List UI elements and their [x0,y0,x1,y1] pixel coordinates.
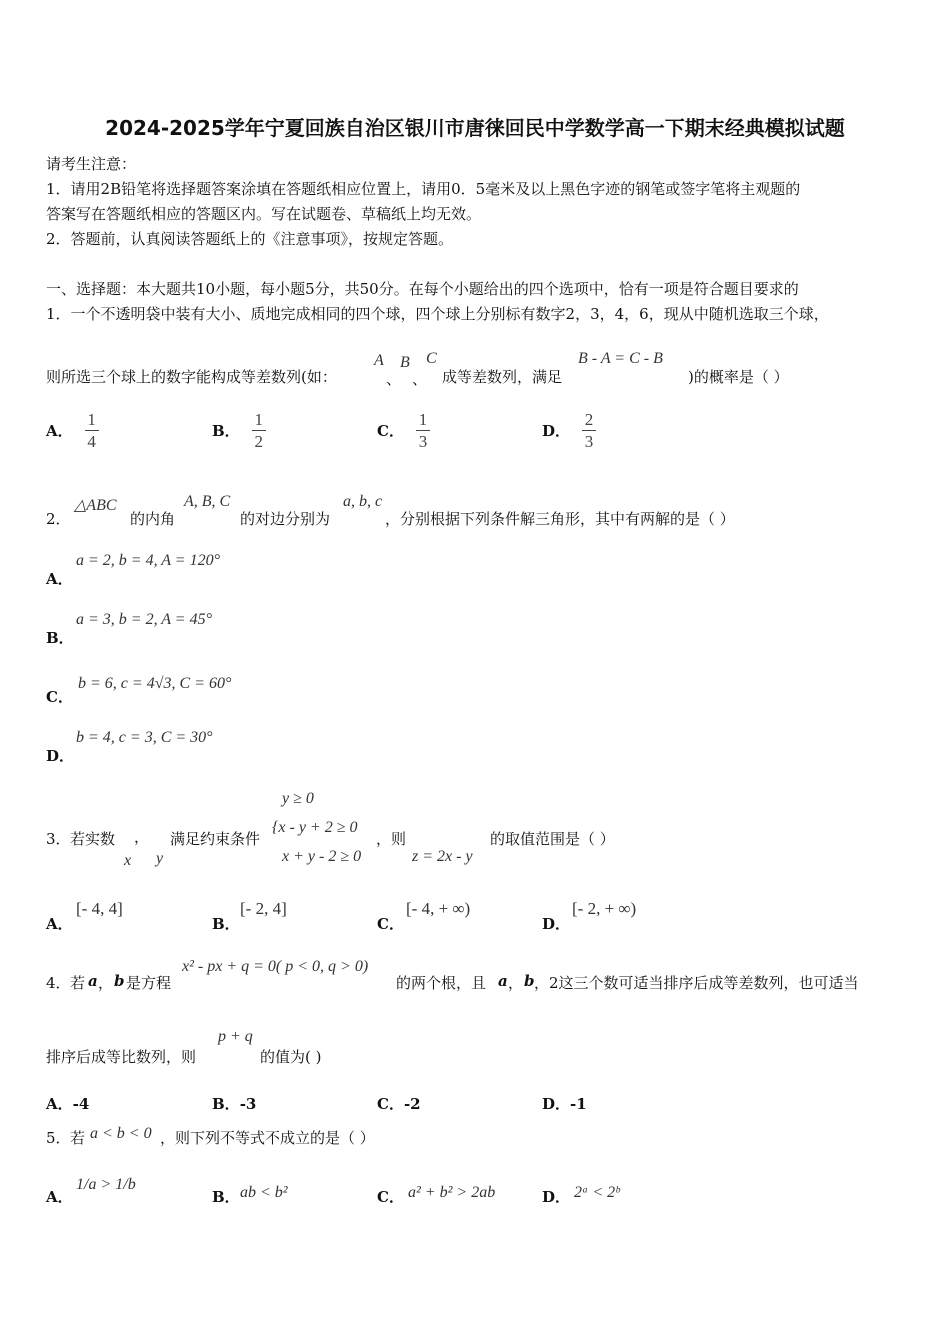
notice-line-2: 2．答题前，认真阅读答题纸上的《注意事项》，按规定答题。 [46,230,454,248]
q4-sep-2: ， [508,974,524,992]
q1-option-d-den: 3 [584,432,594,451]
q1-sep-1: 、 [386,370,402,388]
q4-sep: ， [98,974,114,992]
page-title: 2024-2025学年宁夏回族自治区银川市唐徕回民中学数学高一下期末经典模拟试题 [105,116,845,140]
q5-text-2: ，则下列不等式不成立的是（ ） [160,1129,375,1147]
notice-line-1a: 1．请用2B铅笔将选择题答案涂填在答题纸相应位置上，请用0．5毫米及以上黑色字迹的钢笔或签字笔将主观题的 [46,180,801,198]
q4-text-3: 的两个根，且 [396,974,487,992]
fraction-bar [582,430,596,431]
q3-var-x: x [124,852,132,869]
q5-option-a[interactable]: 1/a > 1/b [76,1176,136,1193]
q4-text-2: 是方程 [126,974,172,992]
q3-number: 3． [46,830,71,848]
q4-option-c-value: -2 [403,1095,421,1113]
q4-option-b[interactable] [212,1093,256,1114]
q4-text-1: 若 [70,974,86,992]
section-heading: 一、选择题：本大题共10小题，每小题5分，共50分。在每个小题给出的四个选项中，恰有一项是符合题目要求的 [46,280,799,298]
q1-option-d-label: D． [542,422,571,440]
q4-pq: p + q [218,1028,253,1045]
q3-objective: z = 2x - y [412,848,473,865]
q4-option-c-label: C． [377,1095,404,1113]
q4-option-b-label: B． [212,1095,240,1113]
q4-option-a-label: A． [46,1095,73,1113]
q1-option-c-num: 1 [418,410,428,429]
q4-option-b-value: -3 [239,1095,257,1113]
q1-ball-b: B [400,354,410,371]
notice-line-1b: 答案写在答题纸相应的答题区内。写在试题卷、草稿纸上均无效。 [46,205,482,223]
q5-option-d-label: D． [542,1188,571,1206]
q5-option-c-label: C． [377,1188,404,1206]
q3-text-2: 满足约束条件 [170,830,261,848]
q2-sides: a, b, c [343,493,383,510]
q5-option-b-label: B． [212,1188,240,1206]
q2-option-a[interactable]: a = 2, b = 4, A = 120° [76,552,220,569]
q1-condition: B - A = C - B [578,350,663,367]
q3-option-b[interactable]: [- 2, 4] [240,899,287,918]
q4-line-2-post: 的值为( ) [260,1048,322,1066]
q1-line-2-post: )的概率是（ ） [688,368,789,386]
q3-text-1: 若实数 [70,830,116,848]
q2-option-c-label: C． [46,688,73,706]
q1-option-b-den: 2 [254,432,263,451]
q3-option-c[interactable]: [- 4, + ∞) [406,899,471,918]
q2-option-a-label: A． [46,570,73,588]
q4-text-4: ，2这三个数可适当排序后成等差数列，也可适当 [534,974,859,992]
q1-line-1: 1．一个不透明袋中装有大小、质地完成相同的四个球，四个球上分别标有数字2，3，4，6，现从中随机选取三个球， [46,305,829,323]
q2-option-c[interactable]: b = 6, c = 4√3, C = 60° [78,675,232,692]
q1-option-b-label: B． [212,422,240,440]
q1-option-a-den: 4 [87,432,96,451]
q2-text-1: 的内角 [130,510,176,528]
q2-option-d-label: D． [46,747,75,765]
q5-condition: a < b < 0 [90,1125,152,1142]
q3-constraint-2: {x - y + 2 ≥ 0 [272,819,358,836]
q2-text-2: 的对边分别为 [240,510,331,528]
q5-option-c[interactable]: a² + b² > 2ab [408,1184,496,1201]
q1-option-c-label: C． [377,422,404,440]
q1-option-c-den: 3 [418,432,428,451]
q2-option-b[interactable]: a = 3, b = 2, A = 45° [76,611,212,628]
q3-comma: ， [134,828,150,846]
q3-option-c-label: C． [377,915,404,933]
q3-option-d[interactable]: [- 2, + ∞) [572,899,637,918]
q1-option-c[interactable] [377,410,430,451]
q1-option-d-fraction [582,410,596,451]
q1-line-2-pre: 则所选三个球上的数字能构成等差数列(如： [46,368,337,386]
q1-sep-2: 、 [412,370,428,388]
q4-option-c[interactable] [377,1093,421,1114]
q3-option-a[interactable]: [- 4, 4] [76,899,123,918]
q3-option-d-label: D． [542,915,571,933]
q1-option-d[interactable] [542,410,596,451]
q5-number: 5． [46,1129,71,1147]
q1-option-a[interactable] [46,410,99,451]
q4-var-a-2: a [498,972,508,990]
q2-angles: A, B, C [184,493,231,510]
q4-equation: x² - px + q = 0( p < 0, q > 0) [182,958,369,975]
q2-number: 2． [46,510,71,528]
q1-ball-c: C [426,350,437,367]
q1-ball-a: A [374,352,384,369]
q1-option-c-fraction [416,410,430,451]
fraction-bar [85,430,99,431]
q2-option-b-label: B． [46,629,74,647]
q2-option-d[interactable]: b = 4, c = 3, C = 30° [76,729,213,746]
q1-option-d-num: 2 [584,410,594,429]
q3-constraint-1: y ≥ 0 [282,790,314,807]
q4-option-d[interactable] [542,1093,587,1114]
q4-var-b-2: b [524,972,535,990]
q3-option-b-label: B． [212,915,240,933]
q1-option-b[interactable] [212,410,266,451]
q2-triangle: △ABC [74,497,117,514]
q1-line-2-mid: 成等差数列，满足 [442,368,563,386]
q1-option-a-label: A． [46,422,73,440]
q3-text-3: ，则 [376,830,407,848]
q1-option-a-fraction [85,410,99,451]
q3-option-a-label: A． [46,915,73,933]
q4-option-d-label: D． [542,1095,571,1113]
q4-option-a[interactable] [46,1093,89,1114]
q4-number: 4． [46,974,71,992]
fraction-bar [416,430,430,431]
q5-option-d[interactable]: 2ᵃ < 2ᵇ [574,1184,620,1201]
q4-option-d-value: -1 [570,1095,587,1113]
q2-text-3: ，分别根据下列条件解三角形，其中有两解的是（ ） [385,510,735,528]
q4-var-b: b [114,972,125,990]
q5-text-1: 若 [70,1129,86,1147]
q1-option-b-fraction [252,410,266,451]
q4-line-2-pre: 排序后成等比数列，则 [46,1048,197,1066]
q4-option-a-value: -4 [72,1095,90,1113]
fraction-bar [252,430,266,431]
q1-option-b-num: 1 [254,410,263,429]
q1-option-a-num: 1 [87,410,96,429]
q4-var-a: a [88,972,98,990]
q3-text-4: 的取值范围是（ ） [490,830,615,848]
q3-var-y: y [156,850,164,867]
q5-option-b[interactable]: ab < b² [240,1184,288,1201]
q5-option-a-label: A． [46,1188,73,1206]
notice-heading: 请考生注意： [46,155,137,173]
q3-constraint-3: x + y - 2 ≥ 0 [282,848,362,865]
